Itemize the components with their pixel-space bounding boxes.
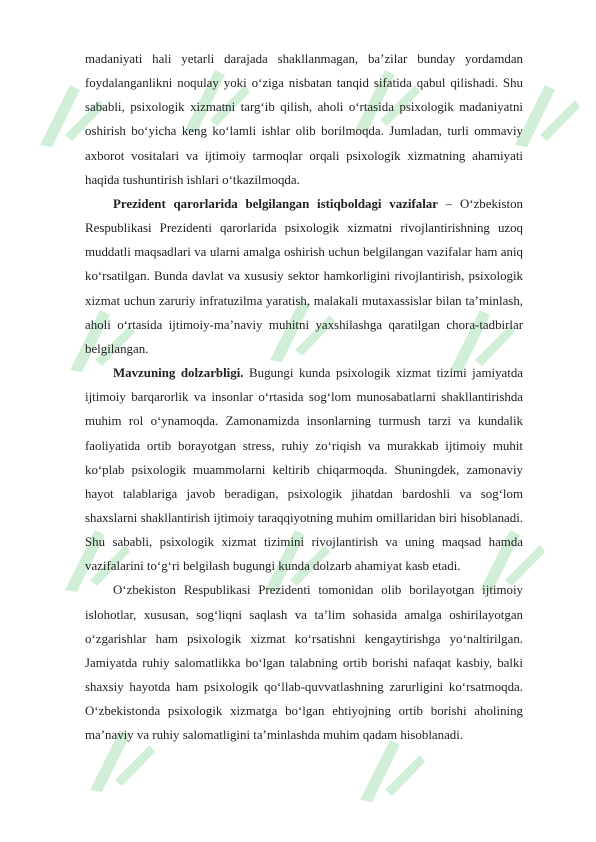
paragraph-3-text: Bugungi kunda psixologik xizmat tizimi jamiyatda ijtimoiy barqarorlik va insonlar o‘rtasida sog‘lom munosabatlarni shakllantirishda muhim rol o‘ynamoqda. Zamonamizda insonlarning turmush tarzi va kundalik faoliyatida ortib borayotgan stress, ruhiy zo‘riqish va murakkab ijtimoiy muhit ko‘plab psixologik muammolarni keltirib chiqarmoqda. Shuningdek, zamonaviy hayot talablariga javob beradigan, psixologik jihatdan bardoshli va sog‘lom shaxslarni shakllantirish ijtimoiy taraqqiyotning muhim omillaridan biri hisoblanadi. Shu sababli, psixologik xizmat tizimini rivojlantirish va uning maqsad hamda vazifalarini to‘g‘ri belgilash bugungi kunda dolzarb ahamiyat kasb etadi. — [85, 366, 524, 574]
paragraph-1 — [85, 47, 523, 192]
paragraph-1-text: madaniyati hali yetarli darajada shakllanmagan, ba’zilar bunday yordamdan foydalanganlikni noqulay yoki o‘ziga nisbatan tanqid sifatida qabul qilishadi. Shu sababli, psixologik xizmatni targ‘ib qilish, aholi o‘rtasida psixologik madaniyatni oshirish bo‘yicha keng ko‘lamli ishlar olib borilmoqda. Jumladan, turli ommaviy axborot vositalari va ijtimoiy tarmoqlar orqali psixologik xizmatning ahamiyati haqida tushuntirish ishlari o‘tkazilmoqda. — [85, 52, 523, 187]
paragraph-2 — [85, 192, 523, 361]
paragraph-4-text: O‘zbekiston Respublikasi Prezidenti tomonidan olib borilayotgan ijtimoiy islohotlar, xususan, sog‘liqni saqlash va ta’lim sohasida amalga oshirilayotgan o‘zgarishlar ham psixologik xizmat ko‘rsatishni kengaytirishga yo‘naltirilgan. Jamiyatda ruhiy salomatlikka bo‘lgan talabning ortib borishi nafaqat kasbiy, balki shaxsiy hayotda ham psixologik qo‘llab-quvvatlashning zarurligini ko‘rsatmoqda. O‘zbekistonda psixologik xizmatga bo‘lgan ehtiyojning ortib borishi aholining ma’naviy va ruhiy salomatligini ta’minlashda muhim qadam hisoblanadi. — [85, 583, 523, 743]
paragraph-3-heading: Mavzuning dolzarbligi. — [113, 366, 244, 381]
paragraph-4 — [85, 578, 523, 747]
body-text — [85, 47, 523, 748]
paragraph-2-heading: Prezident qarorlarida belgilangan istiqboldagi vazifalar — [113, 196, 438, 211]
paragraph-2-text: – O‘zbekiston Respublikasi Prezidenti qarorlarida psixologik xizmatni rivojlantirishning uzoq muddatli maqsadlari va ularni amalga oshirish uchun belgilangan vazifalar ham aniq ko‘rsatilgan. Bunda davlat va xususiy sektor hamkorligini rivojlantirish, psixologik xizmat uchun zaruriy infratuzilma yaratish, malakali mutaxassislar bilan ta’minlash, aholi o‘rtasida ijtimoiy-ma’naviy muhitni yaxshilashga qaratilgan chora-tadbirlar belgilangan. — [85, 196, 523, 356]
paragraph-3 — [85, 361, 523, 578]
